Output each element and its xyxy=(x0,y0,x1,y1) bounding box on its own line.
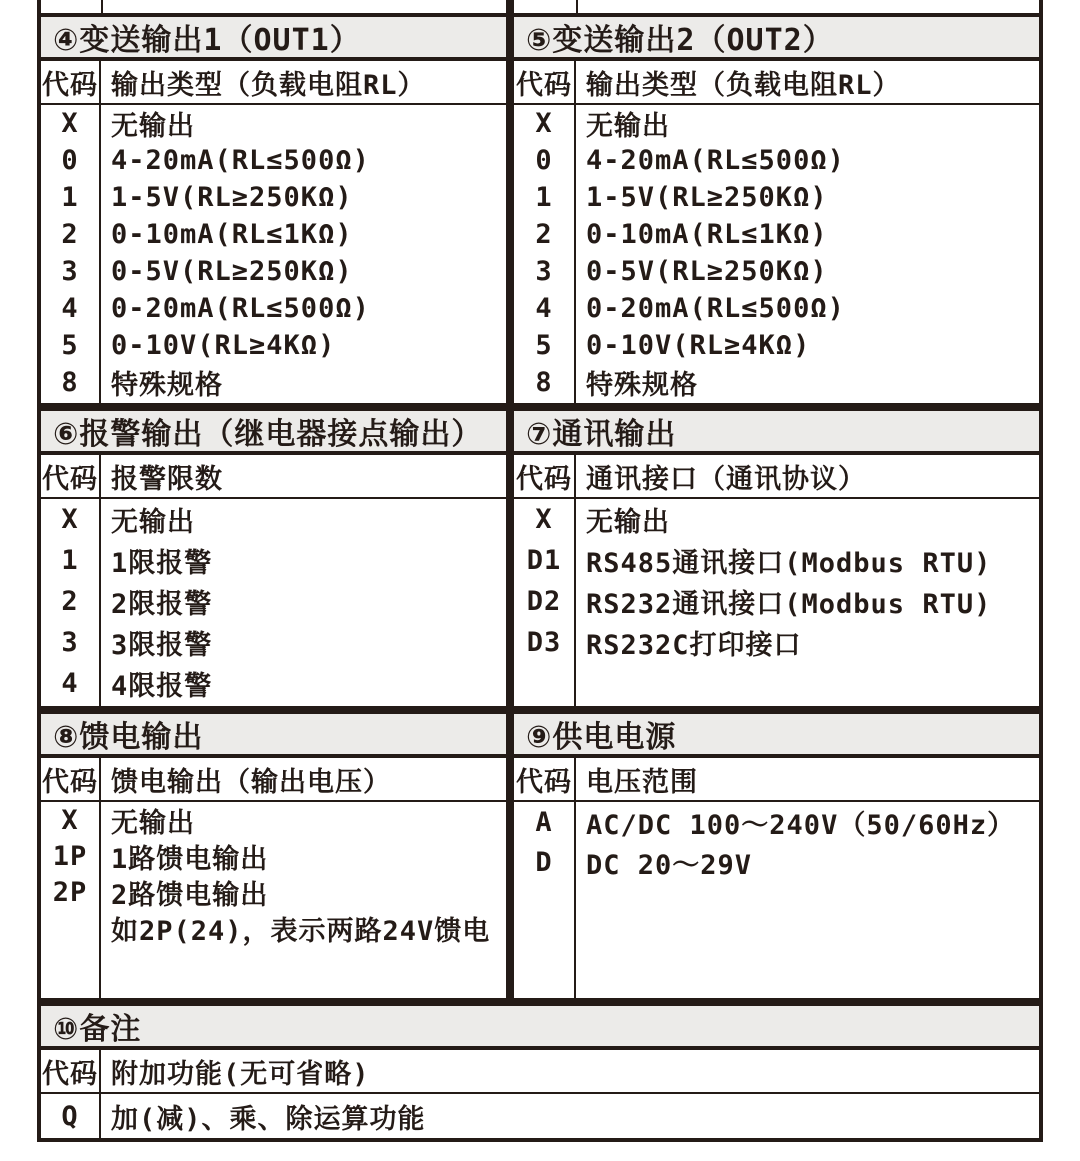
table-row xyxy=(514,253,1039,290)
table-row xyxy=(41,581,506,622)
code-cell: X xyxy=(41,105,101,142)
code-cell: 1 xyxy=(514,179,576,216)
table-row xyxy=(514,540,1039,581)
desc-cell: 0-5V(RL≥250KΩ) xyxy=(586,256,828,287)
table-out1 xyxy=(41,61,506,403)
code-cell: 0 xyxy=(514,142,576,179)
table-row xyxy=(514,216,1039,253)
desc-cell: RS232C打印接口 xyxy=(586,630,802,661)
code-header: 代码 xyxy=(41,758,101,800)
code-cell: X xyxy=(514,499,576,540)
desc-cell: 0-10mA(RL≤1KΩ) xyxy=(111,219,353,250)
desc-cell: 无输出 xyxy=(111,111,195,142)
section-title: ⑧馈电输出 xyxy=(41,714,506,758)
desc-cell: 1限报警 xyxy=(111,548,213,579)
desc-cell: 1-5V(RL≥250KΩ) xyxy=(111,182,353,213)
code-cell: 1 xyxy=(41,540,101,581)
pair-feed-power xyxy=(37,710,1043,1002)
section-power xyxy=(510,710,1043,1002)
desc-cell: 2限报警 xyxy=(111,589,213,620)
table-row xyxy=(41,910,506,946)
table-row xyxy=(41,290,506,327)
code-header: 代码 xyxy=(41,61,101,103)
desc-cell: 4-20mA(RL≤500Ω) xyxy=(111,145,370,176)
desc-cell: 4-20mA(RL≤500Ω) xyxy=(586,145,845,176)
table-row xyxy=(514,499,1039,540)
desc-cell xyxy=(576,663,1039,706)
order-code-sheet xyxy=(37,0,1043,1142)
table-row xyxy=(41,622,506,663)
table-row xyxy=(514,290,1039,327)
code-cell: X xyxy=(41,802,101,838)
code-cell: 4 xyxy=(514,290,576,327)
header-row xyxy=(41,61,506,105)
code-cell: 2P xyxy=(41,874,101,910)
section-title: ⑤变送输出2（OUT2） xyxy=(514,17,1039,61)
desc-cell: 1路馈电输出 xyxy=(111,843,269,875)
section-out1 xyxy=(37,13,510,407)
section-feed xyxy=(37,710,510,1002)
table-row xyxy=(514,364,1039,401)
desc-cell: 如2P(24)，表示两路24V馈电 xyxy=(111,915,491,947)
desc-cell xyxy=(576,882,1039,998)
code-cell: 4 xyxy=(41,290,101,327)
table-row xyxy=(514,142,1039,179)
desc-cell: 4限报警 xyxy=(111,671,213,702)
desc-header: 附加功能(无可省略) xyxy=(111,1058,370,1090)
code-cell: 5 xyxy=(41,327,101,364)
desc-cell: 无输出 xyxy=(111,507,195,538)
table-row xyxy=(41,216,506,253)
table-row xyxy=(514,179,1039,216)
desc-cell: 特殊规格 xyxy=(586,370,698,401)
desc-cell: 0-10V(RL≥4KΩ) xyxy=(111,330,336,361)
desc-cell: DC 20～29V xyxy=(586,849,753,881)
desc-cell: 加(减)、乘、除运算功能 xyxy=(111,1103,426,1135)
desc-cell: 0-20mA(RL≤500Ω) xyxy=(111,293,370,324)
remnant-code-cell xyxy=(41,0,103,13)
table-row xyxy=(41,499,506,540)
desc-cell: RS232通讯接口(Modbus RTU) xyxy=(586,589,992,620)
code-cell xyxy=(41,910,101,946)
table-row xyxy=(514,327,1039,364)
desc-header: 输出类型（负载电阻RL） xyxy=(586,69,901,101)
desc-cell: 0-5V(RL≥250KΩ) xyxy=(111,256,353,287)
code-cell xyxy=(514,401,576,403)
table-row xyxy=(514,842,1039,882)
desc-header: 电压范围 xyxy=(586,766,698,798)
code-cell xyxy=(514,882,576,998)
pair-alarm-comm xyxy=(37,407,1043,710)
code-cell: D xyxy=(514,842,576,882)
blank-row xyxy=(514,663,1039,706)
code-cell: Q xyxy=(41,1094,101,1138)
table-row xyxy=(41,540,506,581)
table-row xyxy=(41,105,506,142)
desc-cell xyxy=(101,704,506,706)
code-cell: D1 xyxy=(514,540,576,581)
desc-cell: 3限报警 xyxy=(111,630,213,661)
desc-header: 通讯接口（通讯协议） xyxy=(586,463,866,495)
header-row xyxy=(41,758,506,802)
pair-note xyxy=(37,1002,1043,1142)
desc-cell: 无输出 xyxy=(111,807,195,839)
table-row xyxy=(41,874,506,910)
header-row xyxy=(41,455,506,499)
table-row xyxy=(41,327,506,364)
code-header: 代码 xyxy=(41,1050,101,1092)
code-cell: 2 xyxy=(41,216,101,253)
code-cell xyxy=(41,704,101,706)
header-row xyxy=(41,1050,1039,1094)
code-header: 代码 xyxy=(514,758,576,800)
table-out2 xyxy=(514,61,1039,403)
section-note xyxy=(37,1002,1043,1142)
section-title: ④变送输出1（OUT1） xyxy=(41,17,506,61)
code-cell: 3 xyxy=(41,253,101,290)
section-comm xyxy=(510,407,1043,710)
code-cell: 8 xyxy=(514,364,576,401)
desc-cell xyxy=(101,946,506,998)
header-row xyxy=(514,455,1039,499)
blank-row xyxy=(514,401,1039,403)
code-cell xyxy=(41,946,101,998)
table-row xyxy=(41,838,506,874)
section-out2 xyxy=(510,13,1043,407)
desc-cell: RS485通讯接口(Modbus RTU) xyxy=(586,548,992,579)
previous-table-remnant xyxy=(37,0,1043,13)
blank-row xyxy=(41,704,506,706)
table-row xyxy=(514,802,1039,842)
desc-cell: 无输出 xyxy=(586,111,670,142)
code-cell: 1 xyxy=(41,179,101,216)
section-title: ⑨供电电源 xyxy=(514,714,1039,758)
table-row xyxy=(41,253,506,290)
table-row xyxy=(41,663,506,704)
code-cell: 2 xyxy=(41,581,101,622)
remnant-desc-cell xyxy=(103,0,506,13)
desc-cell: 0-10mA(RL≤1KΩ) xyxy=(586,219,828,250)
code-header: 代码 xyxy=(514,61,576,103)
code-cell: 4 xyxy=(41,663,101,704)
code-cell: X xyxy=(514,105,576,142)
table-row xyxy=(41,142,506,179)
code-cell: D3 xyxy=(514,622,576,663)
remnant-right xyxy=(510,0,1043,13)
remnant-code-cell xyxy=(514,0,578,13)
desc-cell: 2路馈电输出 xyxy=(111,879,269,911)
table-row xyxy=(41,802,506,838)
code-cell: X xyxy=(41,499,101,540)
code-cell: 2 xyxy=(514,216,576,253)
table-alarm xyxy=(41,455,506,706)
code-cell: 5 xyxy=(514,327,576,364)
pair-transmit-outputs xyxy=(37,13,1043,407)
code-cell: 8 xyxy=(41,364,101,401)
desc-cell xyxy=(101,401,506,403)
table-row xyxy=(41,179,506,216)
section-title: ⑦通讯输出 xyxy=(514,411,1039,455)
code-cell: 0 xyxy=(41,142,101,179)
desc-cell: AC/DC 100～240V（50/60Hz） xyxy=(586,809,1016,841)
table-row xyxy=(514,581,1039,622)
blank-row xyxy=(514,882,1039,998)
table-row xyxy=(514,622,1039,663)
table-comm xyxy=(514,455,1039,706)
table-power xyxy=(514,758,1039,998)
section-alarm xyxy=(37,407,510,710)
blank-row xyxy=(41,946,506,998)
code-cell: 1P xyxy=(41,838,101,874)
section-title: ⑥报警输出（继电器接点输出） xyxy=(41,411,506,455)
blank-row xyxy=(41,401,506,403)
header-row xyxy=(514,758,1039,802)
desc-header: 输出类型（负载电阻RL） xyxy=(111,69,426,101)
desc-cell: 特殊规格 xyxy=(111,370,223,401)
code-header: 代码 xyxy=(41,455,101,497)
header-row xyxy=(514,61,1039,105)
desc-cell: 1-5V(RL≥250KΩ) xyxy=(586,182,828,213)
desc-cell xyxy=(576,401,1039,403)
section-title: ⑩备注 xyxy=(41,1006,1039,1050)
desc-cell: 无输出 xyxy=(586,507,670,538)
table-feed xyxy=(41,758,506,998)
table-row xyxy=(41,364,506,401)
table-row xyxy=(514,105,1039,142)
remnant-left xyxy=(37,0,510,13)
code-cell: D2 xyxy=(514,581,576,622)
table-note xyxy=(41,1050,1039,1138)
code-cell xyxy=(41,401,101,403)
code-cell: 3 xyxy=(41,622,101,663)
code-cell: A xyxy=(514,802,576,842)
desc-header: 馈电输出（输出电压） xyxy=(111,766,391,798)
code-header: 代码 xyxy=(514,455,576,497)
table-row xyxy=(41,1094,1039,1138)
code-cell: 3 xyxy=(514,253,576,290)
remnant-desc-cell xyxy=(578,0,1039,13)
code-cell xyxy=(514,663,576,706)
desc-header: 报警限数 xyxy=(111,463,223,495)
desc-cell: 0-20mA(RL≤500Ω) xyxy=(586,293,845,324)
desc-cell: 0-10V(RL≥4KΩ) xyxy=(586,330,811,361)
